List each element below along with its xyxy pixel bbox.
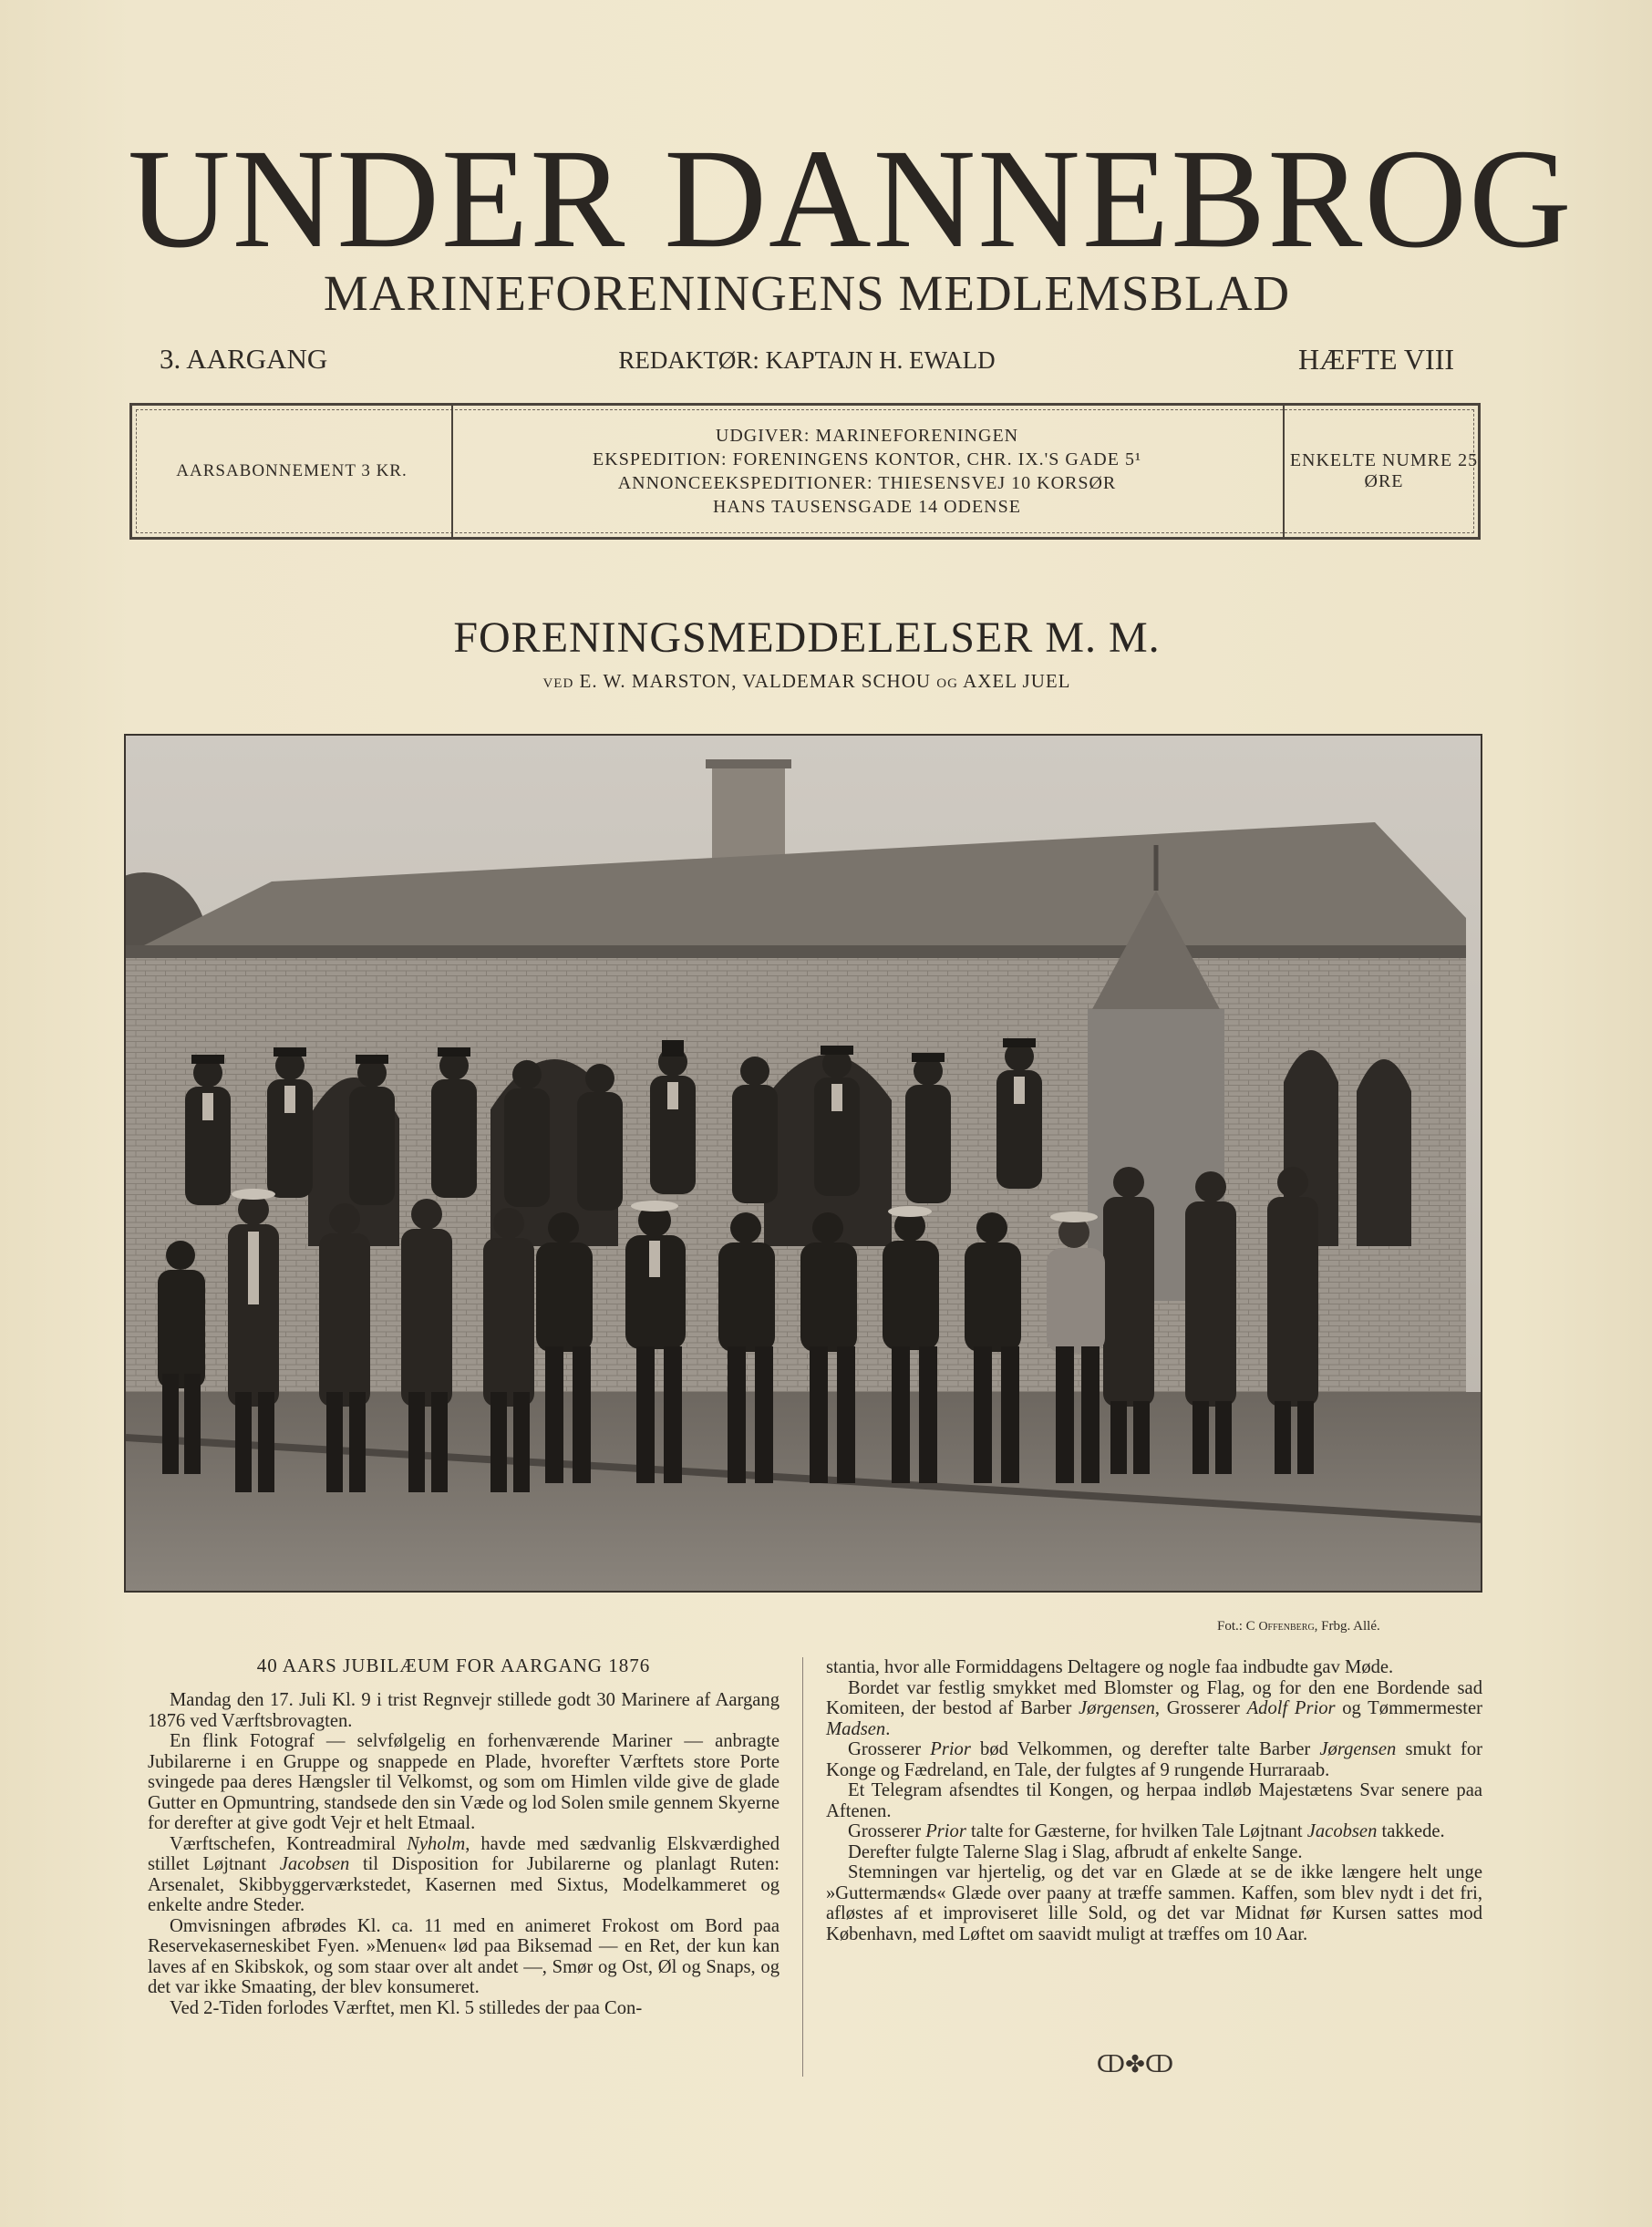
issue-label: HÆFTE VIII bbox=[1298, 343, 1454, 376]
advert-line: ANNONCEEKSPEDITIONER: THIESENSVEJ 10 KORSØR bbox=[617, 473, 1117, 493]
article-paragraph: Et Telegram afsendtes til Kongen, og herpaa indløb Majestætens Svar senere paa Aftenen. bbox=[826, 1780, 1482, 1821]
article-paragraph: Grosserer Prior talte for Gæsterne, for hvilken Tale Løjtnant Jacobsen takkede. bbox=[848, 1821, 1445, 1841]
photo-credit: Fot.: C Offenberg, Frbg. Allé. bbox=[1217, 1619, 1380, 1634]
masthead-title: UNDER DANNEBROG bbox=[128, 119, 1574, 277]
article-column-right bbox=[826, 1657, 1482, 1944]
article-paragraph: Værftschefen, Kontreadmiral Nyholm, havde med sædvanlig Elskværdighed stillet Løjtnant Jacobsen til Disposition for Jubilarerne og planlagt Ruten: Arsenalet, Skibbyggerværkstedet, Kasernen med Sixtus, Modelkammeret og enkelte andre Steder. bbox=[148, 1833, 780, 1915]
single-issue-price: ENKELTE NUMRE 25 ØRE bbox=[1283, 406, 1483, 537]
article-paragraph: Ved 2-Tiden forlodes Værftet, men Kl. 5 stilledes der paa Con- bbox=[170, 1997, 643, 2018]
article-paragraph: Mandag den 17. Juli Kl. 9 i trist Regnvejr stillede godt 30 Marinere af Aargang 1876 ved Værftsbrovagten. bbox=[148, 1690, 780, 1731]
article-paragraph: Omvisningen afbrødes Kl. ca. 11 med en animeret Frokost om Bord paa Reservekaserneskibet Fyen. »Menuen« lød paa Biksemad — en Ret, der kun kan laves af en Skibskok, og som staar over alt andet —, Smør og Ost, Øl og Snaps, og det var ikke Smaating, der blev konsumeret. bbox=[148, 1915, 780, 1997]
article-paragraph: Bordet var festlig smykket med Blomster og Flag, og for den ene Bordende sad Komiteen, der bestod af Barber Jørgensen, Grosserer Adolf Prior og Tømmermester Madsen. bbox=[826, 1677, 1482, 1739]
section-title: FORENINGSMEDDELELSER M. M. bbox=[453, 613, 1161, 662]
section-byline: VED E. W. MARSTON, VALDEMAR SCHOU OG AXEL JUEL bbox=[542, 670, 1071, 692]
article-title: 40 AARS JUBILÆUM FOR AARGANG 1876 bbox=[256, 1655, 651, 1676]
article-paragraph: Derefter fulgte Talerne Slag i Slag, afbrudt af enkelte Sange. bbox=[848, 1841, 1303, 1862]
masthead-metaline bbox=[160, 343, 1454, 388]
ornament-icon: ↀ✤ↀ bbox=[1096, 2051, 1174, 2078]
article-paragraph: Grosserer Prior bød Velkommen, og derefter talte Barber Jørgensen smukt for Konge og Fædreland, en Tale, der fulgtes af 9 rungende Hurraraab. bbox=[826, 1739, 1482, 1780]
group-photograph bbox=[124, 734, 1482, 1593]
volume-label: 3. AARGANG bbox=[160, 343, 328, 375]
advert-line-2: HANS TAUSENSGADE 14 ODENSE bbox=[713, 497, 1021, 517]
subscription-price: AARSABONNEMENT 3 KR. bbox=[132, 406, 453, 537]
publisher-line: UDGIVER: MARINEFORENINGEN bbox=[715, 426, 1019, 446]
article-paragraph: stantia, hvor alle Formiddagens Deltagere og nogle faa indbudte gav Møde. bbox=[826, 1657, 1394, 1677]
publisher-info bbox=[453, 406, 1281, 537]
editor-label: REDAKTØR: KAPTAJN H. EWALD bbox=[618, 346, 996, 374]
article-column-left bbox=[148, 1690, 780, 2018]
article-paragraph: En flink Fotograf — selvfølgelig en forhenværende Mariner — anbragte Jubilarerne i en Gruppe og snappede en Plade, hvorefter Værftets store Porte svingede paa deres Hængsler til Velkomst, og som om Himlen vilde give de glade Gutter en Opmuntring, standsede den sin Væde og lod Solen smile gennem Skyerne for derefter at give godt Vejr et helt Etmaal. bbox=[148, 1731, 780, 1833]
article-paragraph: Stemningen var hjertelig, og det var en Glæde at se de ikke længere helt unge »Guttermænds« Glæde over paany at træffe sammen. Kaffen, som blev nydt i det fri, afløstes af et improviseret lille Sold, og det var Midnat før Kursen sattes mod København, med Løftet om saavidt muligt at træffes om 10 Aar. bbox=[826, 1862, 1482, 1944]
masthead-subtitle: MARINEFORENINGENS MEDLEMSBLAD bbox=[323, 265, 1291, 321]
group-photo-illustration bbox=[126, 736, 1482, 1593]
column-divider bbox=[802, 1657, 803, 2077]
expedition-line: EKSPEDITION: FORENINGENS KONTOR, CHR. IX.'S GADE 5¹ bbox=[593, 449, 1141, 469]
publication-info-box bbox=[129, 403, 1481, 540]
